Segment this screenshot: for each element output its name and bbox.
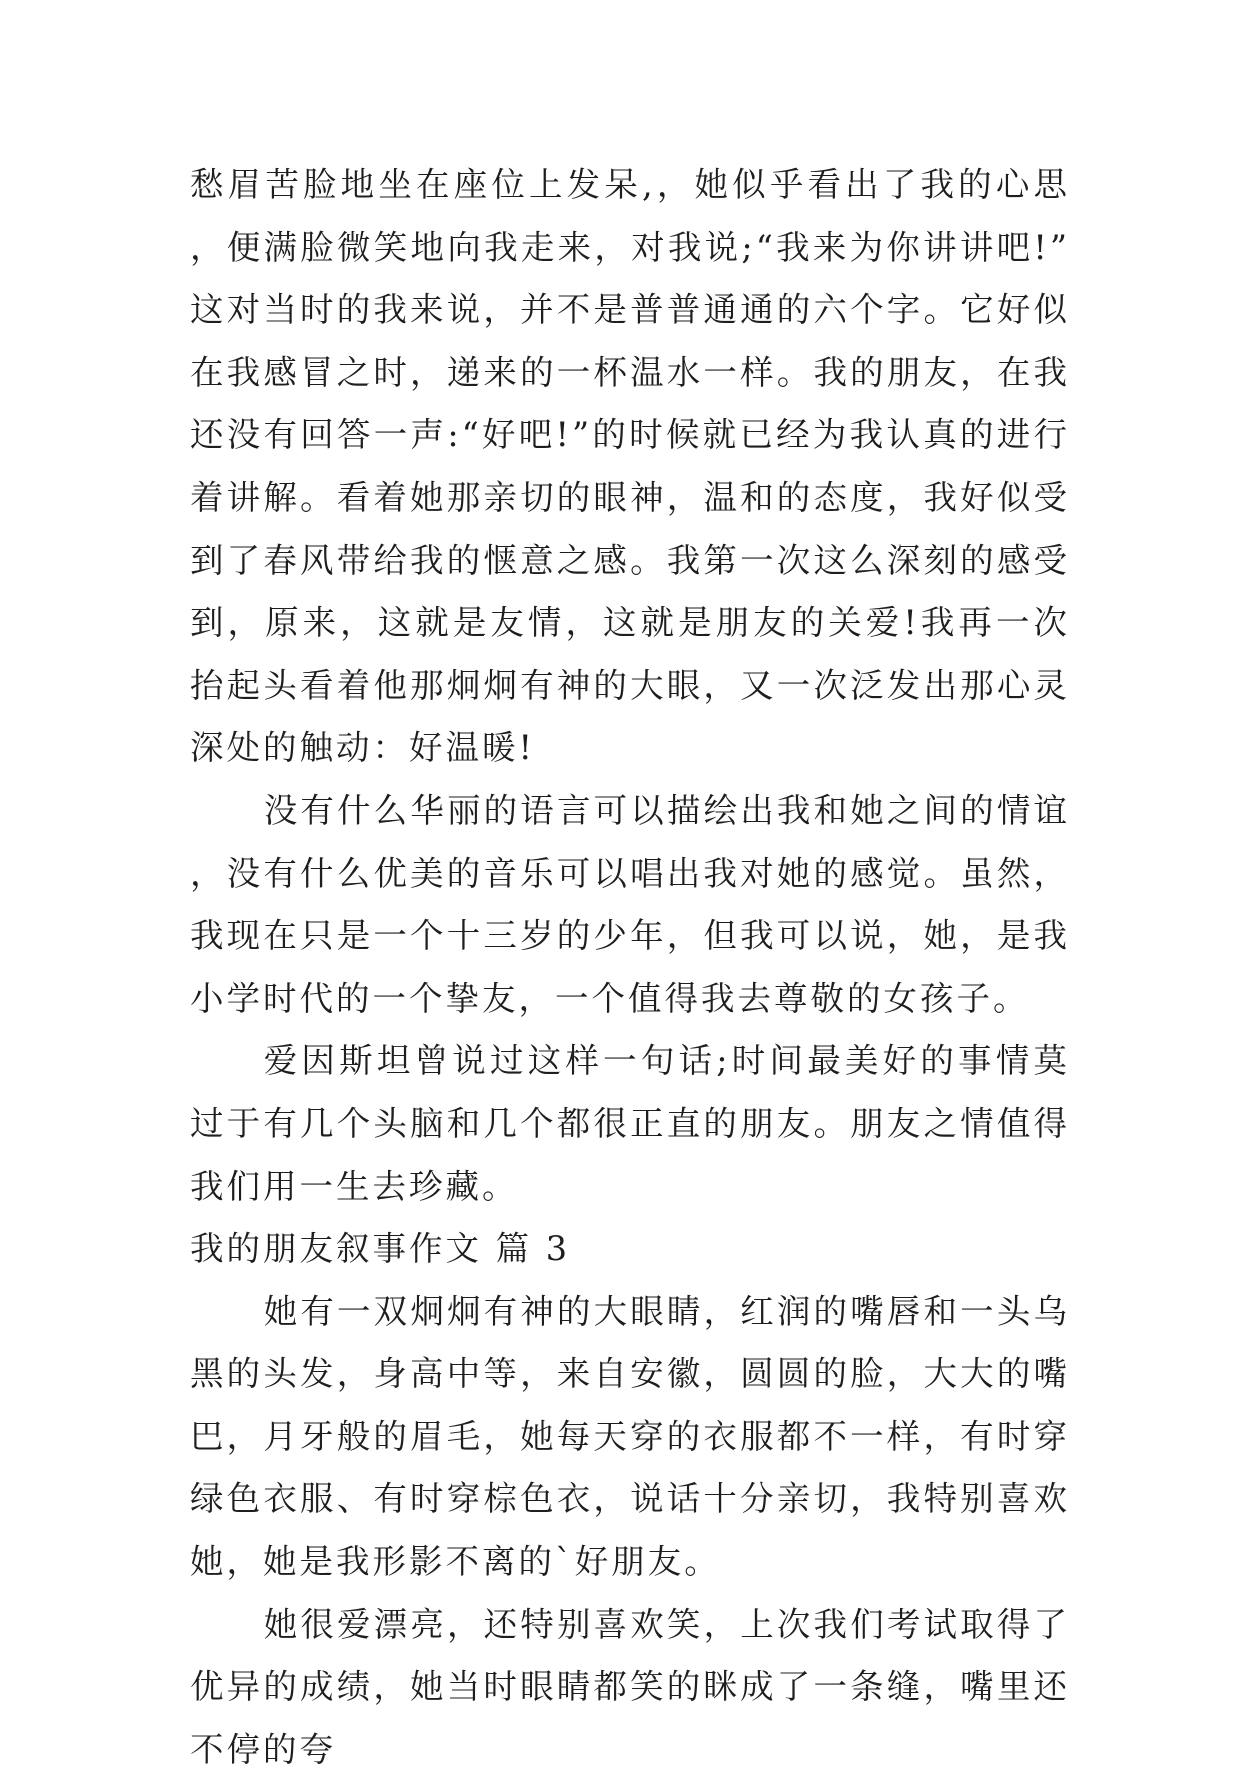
section-heading [190, 1218, 1070, 1281]
paragraph: 她很爱漂亮，还特别喜欢笑，上次我们考试取得了优异的成绩，她当时眼睛都笑的眯成了一条缝，嘴里还不停的夸 [190, 1604, 1070, 1769]
paragraph: 没有什么华丽的语言可以描绘出我和她之间的情谊，没有什么优美的音乐可以唱出我对她的感觉。虽然，我现在只是一个十三岁的少年，但我可以说，她，是我小学时代的一个挚友，一个值得我去尊敬的女孩子。 [190, 790, 1070, 1018]
document-body [190, 154, 1070, 1781]
section-heading-label: 篇 3 [495, 1229, 571, 1269]
paragraph: 她有一双炯炯有神的大眼睛，红润的嘴唇和一头乌黑的头发，身高中等，来自安徽，圆圆的脸，大大的嘴巴，月牙般的眉毛，她每天穿的衣服都不一样，有时穿绿色衣服、有时穿棕色衣，说话十分亲切，我特别喜欢她，她是我形影不离的`好朋友。 [190, 1291, 1070, 1582]
paragraph: 愁眉苦脸地坐在座位上发呆,，她似乎看出了我的心思，便满脸微笑地向我走来，对我说;“我来为你讲讲吧!”这对当时的我来说，并不是普普通通的六个字。它好似在我感冒之时，递来的一杯温水一样。我的朋友，在我还没有回答一声:“好吧!”的时候就已经为我认真的进行着讲解。看着她那亲切的眼神，温和的态度，我好似受到了春风带给我的惬意之感。我第一次这么深刻的感受到，原来，这就是友情，这就是朋友的关爱!我再一次抬起头看着他那炯炯有神的大眼，又一次泛发出那心灵深处的触动：好温暖! [190, 165, 1070, 768]
paragraph: 爱因斯坦曾说过这样一句话;时间最美好的事情莫过于有几个头脑和几个都很正直的朋友。朋友之情值得我们用一生去珍藏。 [190, 1041, 1070, 1206]
section-heading-title: 我的朋友叙事作文 [190, 1229, 482, 1269]
